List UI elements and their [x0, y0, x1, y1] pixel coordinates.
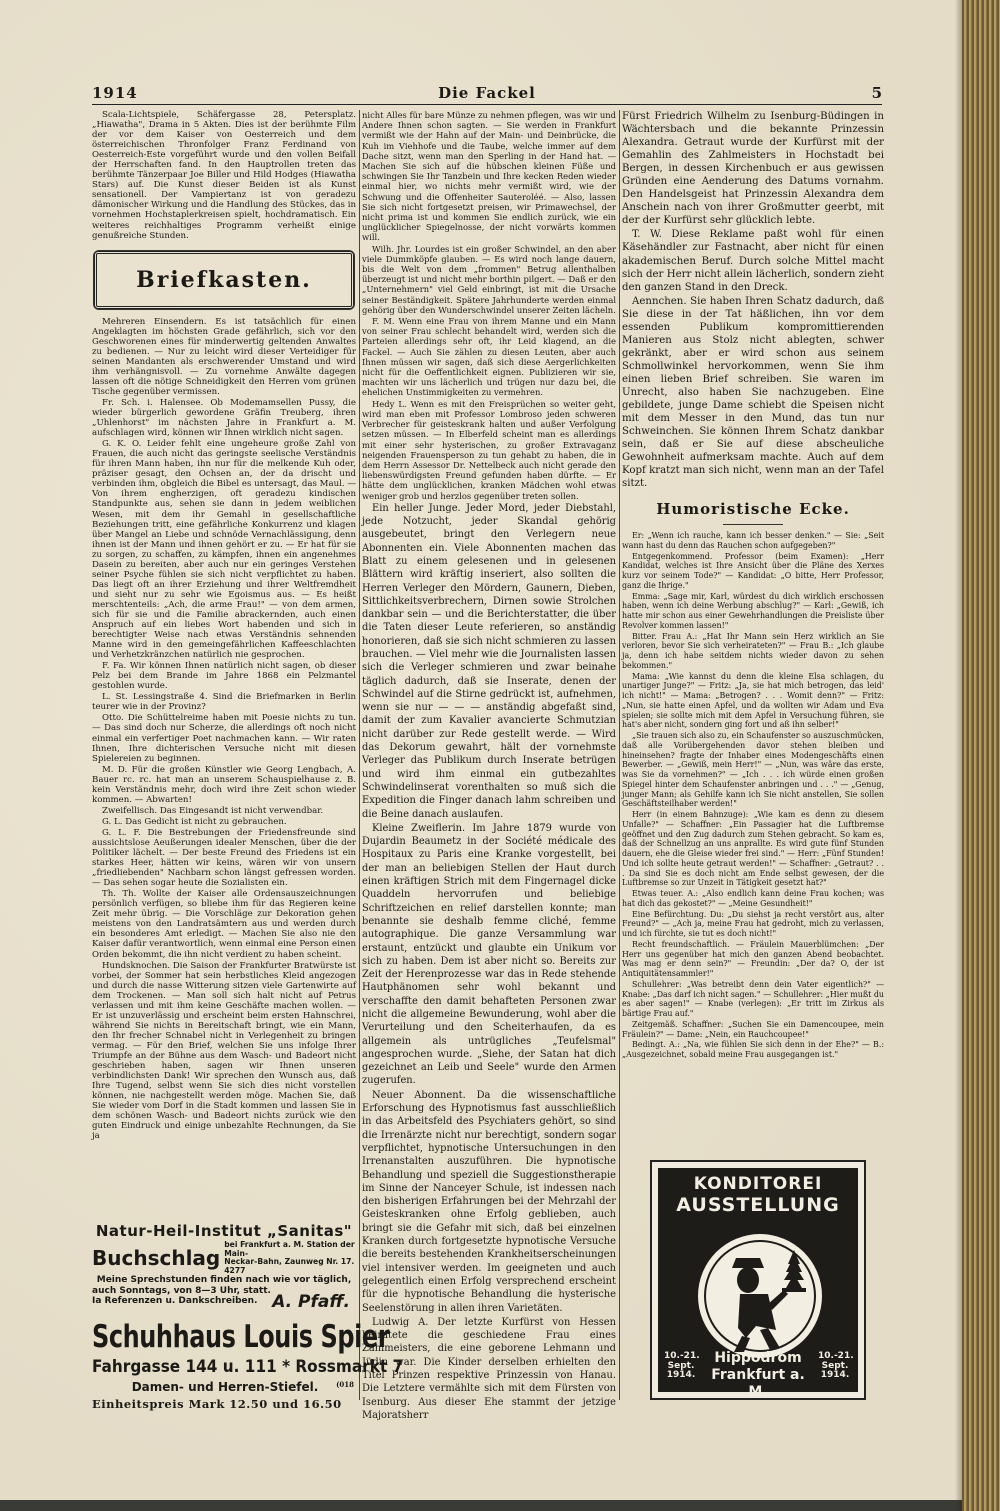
ad-shoes-products: Damen- und Herren-Stiefel.	[131, 1380, 319, 1394]
letter-reply: M. D. Für die großen Künstler wie Georg Lengbach, A. Bauer rc. rc. hat man an unserem Schauspielhause z. B. kein Verständnis mehr, doch wird ihre Zeit schon wieder kommen. — Abwarten!	[92, 764, 356, 805]
poster-line-1: KONDITOREI	[693, 1174, 823, 1194]
konditorei-poster	[650, 1160, 866, 1400]
header-page-number: 5	[871, 84, 882, 102]
joke: Recht freundschaftlich. — Fräulein Mauerblümchen: „Der Herr uns gegenüber hat mich den ganzen Abend beobachtet. Was mag er denn sein?" — Freundin: „Der da? O, der ist Antiquitätensammler!"	[622, 939, 884, 978]
poster-date-right: 10.-21. Sept. 1914.	[818, 1351, 854, 1380]
column-divider	[359, 110, 360, 1400]
letter-reply: Zweifellisch. Das Eingesandt ist nicht verwendbar.	[102, 805, 324, 816]
joke: Er: „Wenn ich rauche, kann ich besser denken." — Sie: „Seit wann hast du denn das Rauchen schon aufgegeben?"	[622, 531, 884, 550]
joke: Eine Befürchtung. Du: „Du siehst ja recht verstört aus, alter Freund?" — „Ach ja, meine Frau hat gedroht, mich zu verlassen, und ich fürchte, sie tut es doch nicht!"	[622, 909, 884, 938]
joke: Schullehrer: „Was betreibt denn dein Vater eigentlich?" — Knabe: „Das darf ich nicht sagen." — Schullehrer: „Hier mußt du es aber sagen!" — Knabe (verlegen): „Er tritt im Zirkus als bärtige Frau auf."	[622, 979, 884, 1018]
letter-reply: Kleine Zweiflerin. Im Jahre 1879 wurde von Dujardin Beaumetz in der Société médicale des Hospitaux zu Paris eine Kranke vorgestellt, bei der man an beliebigen Stellen der Haut durch einen kräftigen Strich mit dem Fingernagel dicke Quaddeln hervorrufen und beliebige Schriftzeichen en relief darstellen konnte; man benannte sie deshalb femme cliché, femme autographique. Die ganze Versammlung war erstaunt, entzückt und glaubte ein Unikum vor sich zu haben. Dem ist aber nicht so. Bereits zur Zeit der Herenprozesse war das in Rede stehende Hautphänomen sehr wohl bekannt und verschaffte den damit behafteten Personen zwar nicht die allgemeine Bewunderung, wohl aber die Verurteilung und den Scheiterhaufen, da es allgemein als untrügliches „Teufelsmal" angesprochen wurde. „Siehe, der Satan hat dich gezeichnet an Leib und Seele" wurde den Armen zugerufen.	[362, 822, 616, 1087]
letter-reply: Th. Th. Wollte der Kaiser alle Ordensauszeichnungen persönlich verfügen, so bliebe ihm für das Regieren keine Zeit mehr übrig. — Die Vorschläge zur Dekoration gehen meistens von den Landratsämtern aus und werden durch ein besonderes Amt erledigt. — Machen Sie also nie den Kaiser dafür verantwortlich, wenn einmal eine Person einen Orden bekommt, die ihn nicht verdient zu haben scheint.	[92, 889, 356, 960]
ad-sanitas-hours-2: auch Sonntags, von 8—3 Uhr, statt.	[92, 1285, 271, 1296]
letter-reply: Hundsknochen. Die Saison der Frankfurter Bratwürste ist vorbei, der Sommer hat sein herbstliches Kleid angezogen und durch die nasse Witterung sitzen viele Gartenwirte auf dem Trockenen. — Man soll sich halt nicht auf Petrus verlassen und mit ihm keine Geschäfte machen wollen. — Er ist unzuverlässig und erscheint beim ersten Hahnschrei, während Sie nichts in Bereitschaft bringt, wie ein Mann, den Ihr frecher Schnabel nicht in Verlegenheit zu bringen vermag. — Für den Brief, welchen Sie uns infolge Ihrer Triumpfe an der Bühne aus dem Wasch- und Badeort nicht geschrieben haben, sagen wir Ihnen unseren verbindlichsten Dank! Wir sprechen den Wunsch aus, daß Ihre Tugend, selbst wenn Sie sich dies nicht vorstellen können, nie nachgestellt werden möge. Machen Sie, daß Sie wieder vom Dorf in die Stadt kommen und lassen Sie in dem schönen Wasch- und Badeort nichts zurück wie den guten Eindruck und einige unbezahlte Rechnungen, da Sie ja	[92, 960, 356, 1142]
ad-shoes-code: (018	[336, 1380, 354, 1389]
letter-reply: F. M. Wenn eine Frau von ihrem Manne und ein Mann von seiner Frau schlecht behandelt wird, werden sich die Parteien allerdings sehr oft, ihr Leid klagend, an die Fackel. — Auch Sie zählen zu diesen Leuten, aber auch Ihnen müssen wir sagen, daß sich diese Aergerlichkeiten nicht für die Oeffentlichkeit eignen. Publizieren wir sie, machten wir uns lächerlich und trügen nur dazu bei, die ehelichen Unstimmigkeiten zu vermehren.	[362, 316, 616, 398]
poster-date-left: 10.-21. Sept. 1914.	[664, 1351, 700, 1380]
ad-sanitas-code: 4277	[224, 1265, 246, 1275]
briefkasten-heading-box	[94, 251, 354, 309]
letter-reply: L. St. Lessingstraße 4. Sind die Briefmarken in Berlin teurer wie in der Provinz?	[92, 692, 356, 713]
header-title: Die Fackel	[438, 84, 536, 102]
letter-reply: Hedy L. Wenn es mit den Freisprüchen so weiter geht, wird man eben mit Professor Lombroso jeden schweren Verbrecher für geisteskrank halten und außer Verfolgung setzen müssen. — In Elberfeld scheint man es allerdings mit einer sehr hysterischen, zu großer Extravaganz neigenden Frauensperson zu tun gehabt zu haben, die in dem Herrn Assessor Dr. Nettelbeck auch nicht gerade den liebenswürdigsten Freund gefunden haben dürfte. — Er hätte dem unglücklichen, kranken Mädchen wohl etwas weniger grob und herzlos gegenüber treten sollen.	[362, 398, 616, 501]
baker-figure-icon	[660, 1218, 860, 1368]
ad-shoes-name: Schuhhaus Louis Spier	[92, 1319, 390, 1355]
letter-reply: T. W. Diese Reklame paßt wohl für einen Käsehändler zur Fastnacht, aber nicht für einen akademischen Beruf. Durch solche Mittel macht sich der Herr nicht allein lächerlich, sondern zieht den ganzen Stand in den Dreck.	[622, 229, 884, 293]
poster-venue-1: Hippodrom	[714, 1350, 802, 1366]
letter-reply: Wilh. Jhr. Lourdes ist ein großer Schwindel, an den aber viele Dummköpfe glauben. — Es wird noch lange dauern, bis die Welt von dem „frommen" Betrug allenthalben überzeugt ist und nicht mehr borthin pilgert. — Daß er den „Unternehmern" viel Geld einbringt, ist mit die Ursache seiner Beständigkeit. Spätere Jahrhunderte werden einmal gehörig über den Wunderschwindel unserer Zeiten lächeln.	[362, 243, 616, 315]
ad-sanitas-address-2: Neckar-Bahn, Zaunweg Nr. 17.	[224, 1257, 355, 1267]
humor-title: Humoristische Ecke.	[656, 500, 850, 518]
letter-reply: Otto. Die Schüttelreime haben mit Poesie nichts zu tun. — Das sind doch nur Scherze, die allerdings oft noch nicht einmal ein verfertiger Poet nachmachen kann. — Wir raten Ihnen, Ihre dichterischen Versuche nicht mit diesen Spielereien zu beginnen.	[92, 713, 356, 764]
joke: Mama: „Wie kannst du denn die kleine Elsa schlagen, du unartiger Junge?" — Fritz: „Ja, sie hat mich betrogen, das leid' ich nicht!" — Mama: „Betrogen? . . . Womit denn?" — Fritz: „Nun, sie hatte einen Apfel, und da wollten wir Adam und Eva spielen; sie sollte mich mit dem Apfel in Versuchung führen, sie hat's aber nicht, sondern ging fort und aß ihn selber!"	[622, 671, 884, 730]
joke: Bedingt. A.: „Na, wie fühlen Sie sich denn in der Ehe?" — B.: „Ausgezeichnet, sobald meine Frau ausgegangen ist."	[622, 1040, 884, 1059]
joke: Zeitgemäß. Schaffner: „Suchen Sie ein Damencoupee, mein Fräulein?" — Dame: „Nein, ein Rauchcoupee!"	[622, 1019, 884, 1039]
ad-sanitas-title: Natur-Heil-Institut „Sanitas"	[95, 1222, 353, 1240]
ad-shoes-price: Einheitspreis Mark 12.50 und 16.50	[92, 1397, 342, 1411]
joke: Herr (in einem Bahnzuge): „Wie kam es denn zu diesem Unfalle?" — Schaffner: „Ein Passagier hat die Luftbremse geöffnet und den Zug dadurch zum Stehen gebracht. So kam es, daß der Schnellzug an uns anprallte. Es wird gute fünf Stunden dauern, ehe die Gleise wieder frei sind." — Herr: „Fünf Stunden! Und ich sollte heute getraut werden!" — Schaffner: „Getraut? . . . Da sind Sie es doch nicht am Ende selbst gewesen, der die Luftbremse so zur Unzeit in Tätigkeit gesetzt hat?"	[622, 810, 884, 888]
letter-reply: Ein heller Junge. Jeder Mord, jeder Diebstahl, jede Notzucht, jeder Skandal gehörig ausgebeutet, bringt den Verlegern neue Abonnenten ein. Viele Abonnenten machen das Blatt zu einem gelesenen und in gelesenen Blättern wird kräftig inseriert, also sollten die Herren Verleger den Mördern, Gaunern, Dieben, Sittlichkeitsverbrechern, Dirnen sowie Strolchen dankbar sein — und die Berichterstatter, die über die Taten dieser Leute referieren, so anständig honorieren, daß sie sich nicht schmieren zu lassen brauchen. — Viel mehr wie die Journalisten lassen sich die Verleger schmieren und zwar beinahe täglich dadurch, daß sie Inserate, denen der Schwindel auf die Stirne gedrückt ist, aufnehmen, wenn sie nur — — — anständig abgefaßt sind, damit der zum Kavalier avancierte Schmutzian nicht darüber zur Rede gestellt werde. — Wird das Dekorum gewahrt, hält der vornehmste Verleger das Publikum durch Inserate betrügen und wird ihm einmal ein gutbezahltes Schwindelinserat vorenthalten so muß sich die Expedition die Finger danach lahm schreiben und die Beine danach auslaufen.	[362, 502, 616, 820]
letter-reply: nicht Alles für bare Münze zu nehmen pflegen, was wir und Andere Ihnen schon sagten. — Sie werden in Frankfurt vermißt wie der Hahn auf der Main- und Deinbrücke, die Kuh im Viehhofe und die Taube, welche immer auf dem Dache sitzt, wenn man den Sperling in der Hand hat. — Machen Sie sich auf die hübschen kleinen Füße und schwingen Sie Ihr Tanzbein und Ihre kecken Reden wieder einmal hier, wo nichts mehr vermißt wird, wie der Schwung und die Offenheiter Sauteroléé. — Also, lassen Sie sich nicht fortgesetzt preisen, wir Primawechsel, der nicht prima ist und kommen Sie endlich zurück, wie ein unglücklicher Spiegelnosse, der nicht vorwärts kommen will.	[362, 110, 616, 243]
poster-line-2: AUSSTELLUNG	[676, 1194, 840, 1216]
letter-reply: G. L. Das Gedicht ist nicht zu gebrauchen.	[102, 816, 287, 827]
letter-reply: F. Fa. Wir können Ihnen natürlich nicht sagen, ob dieser Pelz bei dem Brande im Jahre 1868 ein Pelzmantel gestohlen wurde.	[92, 661, 356, 692]
ad-schuhhaus	[92, 1318, 404, 1411]
column-divider	[619, 110, 620, 1400]
letter-reply: Mehreren Einsendern. Es ist tatsächlich für einen Angeklagten im höchsten Grade gefährlich, sich vor den Geschworenen eines für minderwertig geltenden Anwaltes zu bedienen. — Nur zu leicht wird dieser Verteidiger für seinen Mandanten als erschwerender Umstand und wird ihm verhängnisvoll. — Zu vornehme Anwälte dagegen lassen oft die nötige Schneidigkeit den Herren vom grünen Tische gegenüber vermissen.	[92, 316, 356, 397]
cinema-notice: Scala-Lichtspiele, Schäfergasse 28, Petersplatz. „Hiawatha", Drama in 5 Akten. Dies ist der berühmte Film der vor dem Kaiser von Oesterreich und dem österreichischen Thronfolger Franz Ferdinand von Oesterreich-Este vorgeführt wurde und den vollen Beifall der Herrschaften fand. In den Hauptrollen treten das berühmte Tänzerpaar Joe Biller und Hild Hodges (Hiawatha Stars) auf. Die Kunst dieser Beiden ist als Kunst sensationell. Der Vampiertanz ist von geradezu dämonischer Wirkung und die Handlung des Stückes, das in vornehmen Hochstaplerkreisen spielt, hochdramatisch. Ein weiteres reichhaltiges Programm verheißt einige genußreiche Stunden.	[92, 110, 356, 241]
joke: Bitter. Frau A.: „Hat Ihr Mann sein Herz wirklich an Sie verloren, bevor Sie sich verheirateten?" — Frau B.: „Ich glaube ja, denn ich habe seitdem nichts wieder davon zu sehen bekommen."	[622, 631, 884, 670]
letter-reply: Ludwig A. Der letzte Kurfürst von Hessen heiratete die geschiedene Frau eines Zahlmeisters, die eine geborene Lehmann und Jüdin war. Die Kinder derselben erhielten den Titel Prinzen respektive Prinzessin von Hanau. Die Letztere vermählte sich mit dem Fürsten von Isenburg. Aus dieser Ehe stammt der jetzige Majoratsherr	[362, 1316, 616, 1421]
humor-separator	[723, 524, 783, 525]
column-1	[92, 110, 356, 1220]
ad-sanitas-signature: A. Pfaff.	[272, 1292, 350, 1312]
joke: Entgegenkommend. Professor (beim Examen): „Herr Kandidat, welches ist Ihre Ansicht über die Pläne des Xerxes kurz vor seinem Tode?" — Kandidat: „O bitte, Herr Professor, ganz die Ihrige."	[622, 551, 884, 590]
briefkasten-title: Briefkasten.	[136, 266, 312, 293]
letter-reply: G. K. O. Leider fehlt eine ungeheure große Zahl von Frauen, die auch nicht das geringste seelische Verständnis für ihren Mann haben, ihn nur für die melkende Kuh oder, präziser gesagt, den Ochsen an, der da drischt und verbinden ihm, obgleich die Bibel es untersagt, das Maul. — Von ihrem engherzigen, oft geradezu kindischen Standpunkte aus, sehen sie dann in jedem weiblichen Wesen, mit dem ihr Gemahl in gesellschaftliche Beziehungen tritt, eine gefährliche Konkurrenz und klagen über Mangel an Liebe und schnöde Vernachlässigung, denn ihnen ist der Mann und ihnen gehört er zu. — Er hat für sie zu sorgen, zu schaffen, zu kämpfen, ihnen ein angenehmes Dasein zu bereiten, aber auch nur ein geringes Verstehen seiner Psyche fühlen sie sich nicht verpflichtet zu haben. Das liegt oft an ihrer Erziehung und ihrer Weltfremdheit und sieht nur zu sehr wie Egoismus aus. — Es heißt merschtenteils: „Ach, die arme Frau!" — von dem armen, sich für sie und die Familie abrackernden, auch einen Anspruch auf ein liebes Wort habenden und sich in berechtigter Weise nach etwas Verständnis sehnenden Manne wird in den gemeingefährlichen Kaffeeschlachten und Verhetzkränzchen natürlich nie gesprochen.	[92, 439, 356, 661]
ad-sanitas-hours-1: Meine Sprechstunden finden nach wie vor täglich,	[96, 1275, 352, 1286]
letter-reply: Fürst Friedrich Wilhelm zu Isenburg-Büdingen in Wächtersbach und die bekannte Prinzessin Alexandra. Getraut wurde der Kurfürst mit der Gemahlin des Zahlmeisters in Hochstadt bei Bergen, in dessen Kirchenbuch er aus gewissen Gründen eine Aenderung des Datums vornahm. Den Handelsgeist hat Prinzessin Alexandra dem Anschein nach von ihrer Großmutter geerbt, mit der der Kurfürst sehr glücklich lebte.	[622, 111, 884, 227]
ad-sanitas-refs: Ia Referenzen u. Dankschreiben.	[92, 1296, 258, 1307]
ad-sanitas	[92, 1222, 356, 1312]
header-rule	[92, 104, 882, 105]
letter-reply: G. L. F. Die Bestrebungen der Friedensfreunde sind aussichtslose Aeußerungen idealer Menschen, über die der Politiker lächelt. — Der beste Freund des Friedens ist ein starkes Heer, hätten wir keins, wären wir von unsern „friedliebenden" Nachbarn schon längst gefressen worden. — Das sehen sogar heute die Sozialisten ein.	[92, 827, 356, 889]
ad-shoes-address: Fahrgasse 144 u. 111 * Rossmarkt 7	[92, 1357, 404, 1377]
joke: Emma: „Sage mir, Karl, würdest du dich wirklich erschossen haben, wenn ich deine Werbung abschlug?" — Karl: „Gewiß, ich hatte mir schon aus einer Gewehrhandlungen die Preisliste über Revolver kommen lassen!"	[622, 591, 884, 630]
poster-footer	[662, 1350, 854, 1400]
letter-reply: Neuer Abonnent. Da die wissenschaftliche Erforschung des Hypnotismus fast ausschließlich in das Arbeitsfeld des Psychiaters gehört, so sind die Irrenärzte nicht nur berechtigt, sondern sogar verpflichtet, hypnotische Untersuchungen in den Irrenanstalten auszuführen. Die hypnotische Behandlung und speziell die Suggestionstherapie im Sinne der Nanceyer Schule, ist indessen nach den bisherigen Erfahrungen bei der Mehrzahl der Geisteskranken ohne Erfolg geblieben, auch bringt sie die Gefahr mit sich, daß bei einzelnen Kranken durch fortgesetzte hypnotische Versuche die bereits bestehenden Krankheitserscheinungen viel intensiver werden. Im geeigneten und auch gelegentlich einen Erfolg versprechend erscheint für die hypnotische Behandlung die hysterische Seelenstörung in allen ihren Varietäten.	[362, 1089, 616, 1314]
page-header	[92, 84, 882, 106]
ad-sanitas-place: Buchschlag	[92, 1246, 221, 1271]
header-year: 1914	[92, 84, 138, 102]
column-2	[362, 110, 616, 1421]
joke: „Sie trauen sich also zu, ein Schaufenster so auszuschmücken, daß alle Vorübergehenden davor stehen bleiben und hineinsehen? fragte der Inhaber eines Modengeschäfts einen Bewerber. — „Gewiß, mein Herr!" — „Nun, was wäre das erste, was Sie da vornehmen?" — „Ich . . . ich würde einen großen Spiegel hinter dem Schaufenster anbringen und . . ." — „Genug, junger Mann; als Gehilfe kann ich Sie nicht anstellen, Sie sollen Geschäftsteilhaber werden!"	[622, 731, 884, 809]
poster-venue-2: Frankfurt a. M.	[711, 1367, 805, 1400]
book-spine	[962, 0, 1000, 1511]
letter-reply: Aennchen. Sie haben Ihren Schatz dadurch, daß Sie diese in der Tat häßlichen, ihn vor dem essenden Publikum kompromittierenden Manieren aus Stolz nicht ablegten, schwer gekränkt, aber er wird schon aus seinem Schmollwinkel hervorkommen, wenn Sie ihm einen lieben Brief schreiben. Sie waren im Unrecht, also haben Sie nachzugeben. Eine gebildete, junge Dame schiebt die Speisen nicht mit dem Messer in den Mund, das tun nur Schweinchen. Sie können Ihrem Schatz dankbar sein, daß er Sie auf diese abscheuliche Gewohnheit aufmerksam machte. Auch auf dem Kopf kratzt man sich nicht, wenn man an der Tafel sitzt.	[622, 295, 884, 490]
ad-sanitas-address-1: bei Frankfurt a. M. Station der Main-	[224, 1240, 355, 1258]
letter-reply: Fr. Sch. i. Halensee. Ob Modemamsellen Pussy, die wieder bürgerlich gewordene Gräfin Treuberg, ihren „Uhlenhorst" im nächsten Jahre in Frankfurt a. M. aufschlagen wird, können wir Ihnen wirklich nicht sagen.	[92, 397, 356, 439]
joke: Etwas teuer. A.: „Also endlich kann deine Frau kochen; was hat dich das gekostet?" — „Meine Gesundheit!"	[622, 889, 884, 908]
